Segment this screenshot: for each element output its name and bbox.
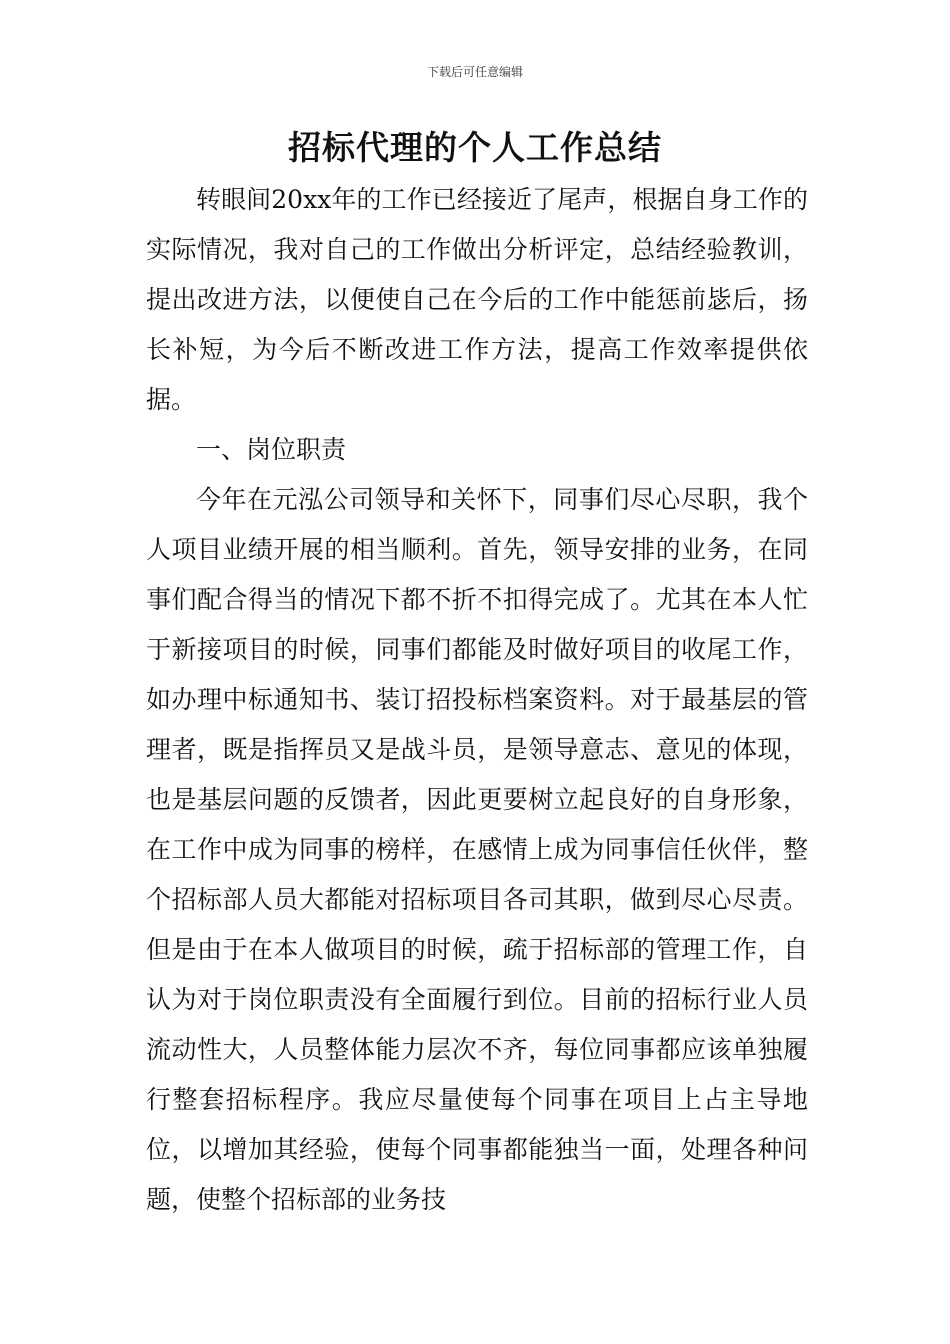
header-note: 下载后可任意编辑 bbox=[426, 65, 523, 79]
document-body bbox=[146, 175, 808, 1225]
paragraph-duties: 今年在元泓公司领导和关怀下，同事们尽心尽职，我个人项目业绩开展的相当顺利。首先，领导安排的业务，在同事们配合得当的情况下都不折不扣得完成了。尤其在本人忙于新接项目的时候，同事们都能及时做好项目的收尾工作，如办理中标通知书、装订招投标档案资料。对于最基层的管理者，既是指挥员又是战斗员，是领导意志、意见的体现，也是基层问题的反馈者，因此更要树立起良好的自身形象，在工作中成为同事的榜样，在感情上成为同事信任伙伴，整个招标部人员大都能对招标项目各司其职，做到尽心尽责。但是由于在本人做项目的时候，疏于招标部的管理工作，自认为对于岗位职责没有全面履行到位。目前的招标行业人员流动性大，人员整体能力层次不齐，每位同事都应该单独履行整套招标程序。我应尽量使每个同事在项目上占主导地位，以增加其经验，使每个同事都能独当一面，处理各种问题，使整个招标部的业务技 bbox=[146, 485, 808, 1214]
paragraph-intro: 转眼间20xx年的工作已经接近了尾声，根据自身工作的实际情况，我对自己的工作做出分析评定，总结经验教训，提出改进方法，以便使自己在今后的工作中能惩前毖后，扬长补短，为今后不断改进工作方法，提高工作效率提供依据。 bbox=[146, 185, 808, 414]
document-title: 招标代理的个人工作总结 bbox=[288, 128, 662, 167]
section-heading: 一、岗位职责 bbox=[196, 435, 347, 464]
